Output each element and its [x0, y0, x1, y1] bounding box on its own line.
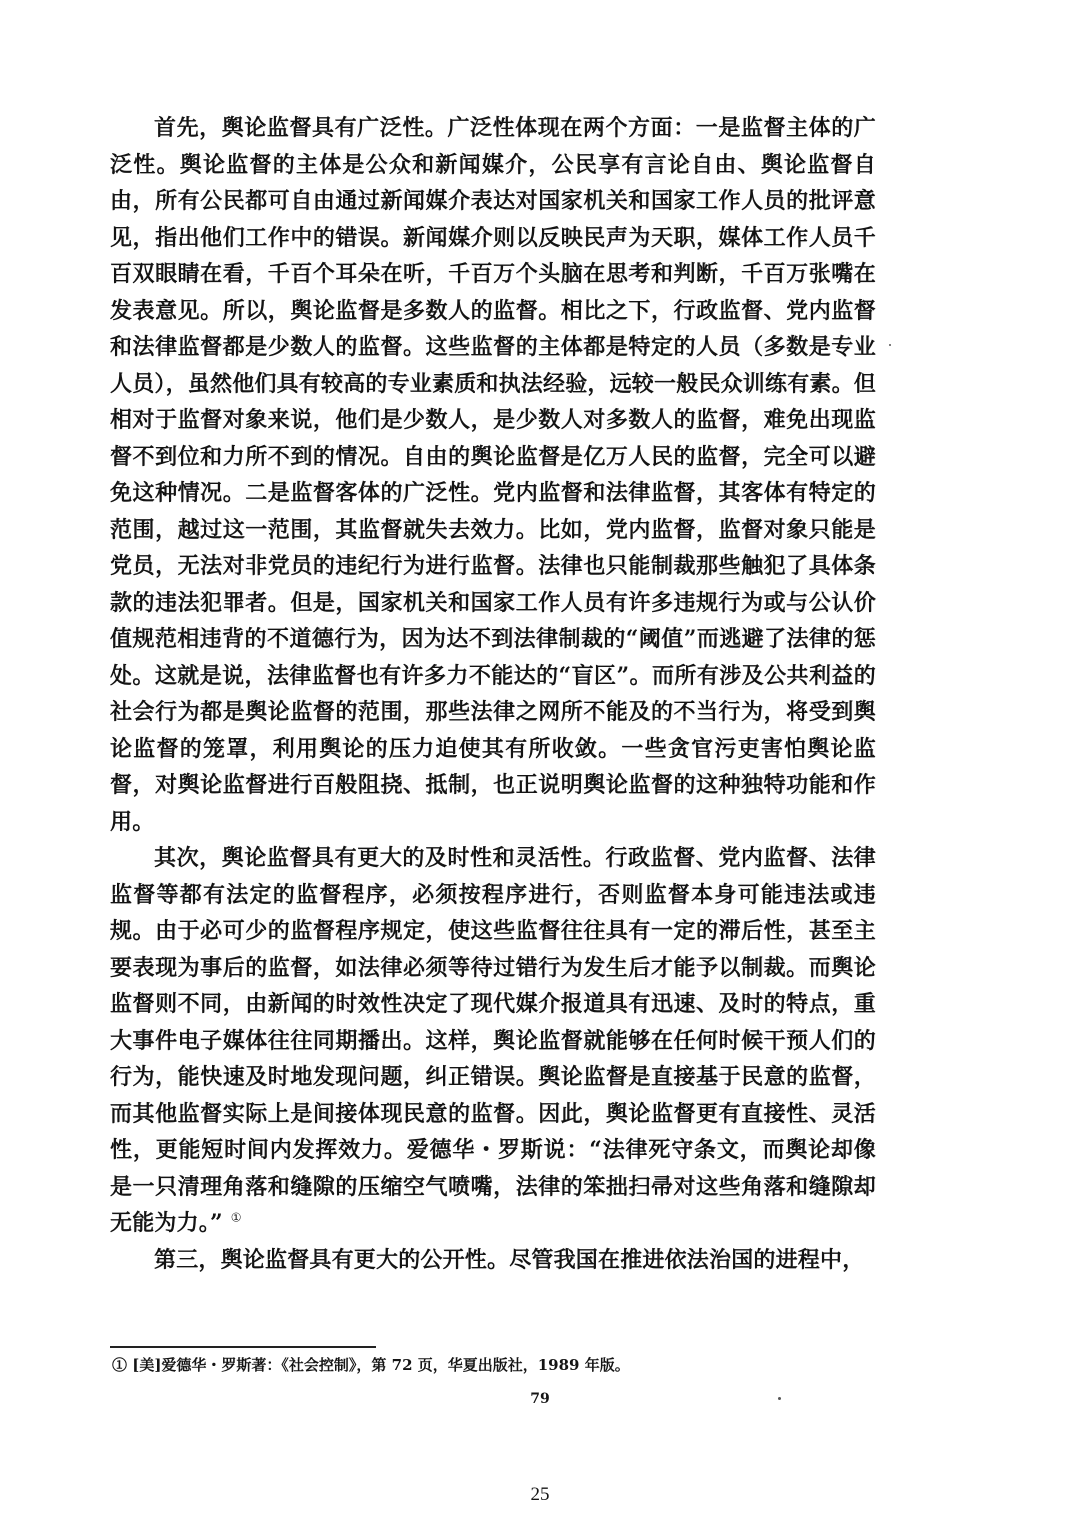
paragraph-3	[110, 1242, 876, 1279]
scan-speck	[778, 1397, 781, 1400]
footnote-reference: ①	[230, 1210, 242, 1225]
footnote: ① [美]爱德华・罗斯著：《社会控制》，第 72 页，华夏出版社，1989 年版。	[112, 1356, 630, 1374]
scan-speck	[889, 344, 891, 346]
paragraph-1	[110, 110, 876, 840]
main-text	[110, 110, 876, 1278]
outer-page-number: 25	[530, 1484, 550, 1505]
inner-page-number: 79	[530, 1391, 550, 1407]
paragraph-2	[110, 840, 876, 1242]
paragraph-3-text: 第三，舆论监督具有更大的公开性。尽管我国在推进依法治国的进程中，	[154, 1246, 865, 1273]
footnote-divider	[110, 1346, 376, 1348]
paragraph-1-text: 首先，舆论监督具有广泛性。广泛性体现在两个方面：一是监督主体的广泛性。舆论监督的主体是公众和新闻媒介，公民享有言论自由、舆论监督自由，所有公民都可自由通过新闻媒介表达对国家机关和国家工作人员的批评意见，指出他们工作中的错误。新闻媒介则以反映民声为天职，媒体工作人员千百双眼睛在看，千百个耳朵在听，千百万个头脑在思考和判断，千百万张嘴在发表意见。所以，舆论监督是多数人的监督。相比之下，行政监督、党内监督和法律监督都是少数人的监督。这些监督的主体都是特定的人员（多数是专业人员），虽然他们具有较高的专业素质和执法经验，远较一般民众训练有素。但相对于监督对象来说，他们是少数人，是少数人对多数人的监督，难免出现监督不到位和力所不到的情况。自由的舆论监督是亿万人民的监督，完全可以避免这种情况。二是监督客体的广泛性。党内监督和法律监督，其客体有特定的范围，越过这一范围，其监督就失去效力。比如，党内监督，监督对象只能是党员，无法对非党员的违纪行为进行监督。法律也只能制裁那些触犯了具体条款的违法犯罪者。但是，国家机关和国家工作人员有许多违规行为或与公认价值规范相违背的不道德行为，因为达不到法律制裁的“阈值”而逃避了法律的惩处。这就是说，法律监督也有许多力不能达的“盲区”。而所有涉及公共利益的社会行为都是舆论监督的范围，那些法律之网所不能及的不当行为，将受到舆论监督的笼罩，利用舆论的压力迫使其有所收敛。一些贪官污吏害怕舆论监督，对舆论监督进行百般阻挠、抵制，也正说明舆论监督的这种独特功能和作用。	[110, 115, 877, 835]
paragraph-2-text: 其次，舆论监督具有更大的及时性和灵活性。行政监督、党内监督、法律监督等都有法定的监督程序，必须按程序进行，否则监督本身可能违法或违规。由于必可少的监督程序规定，使这些监督往往具有一定的滞后性，甚至主要表现为事后的监督，如法律必须等待过错行为发生后才能予以制裁。而舆论监督则不同，由新闻的时效性决定了现代媒介报道具有迅速、及时的特点，重大事件电子媒体往往同期播出。这样，舆论监督就能够在任何时候干预人们的行为，能快速及时地发现问题，纠正错误。舆论监督是直接基于民意的监督，而其他监督实际上是间接体现民意的监督。因此，舆论监督更有直接性、灵活性，更能短时间内发挥效力。爱德华・罗斯说：“法律死守条文，而舆论却像是一只清理角落和缝隙的压缩空气喷嘴，法律的笨拙扫帚对这些角落和缝隙却无能为力。”	[110, 845, 876, 1236]
